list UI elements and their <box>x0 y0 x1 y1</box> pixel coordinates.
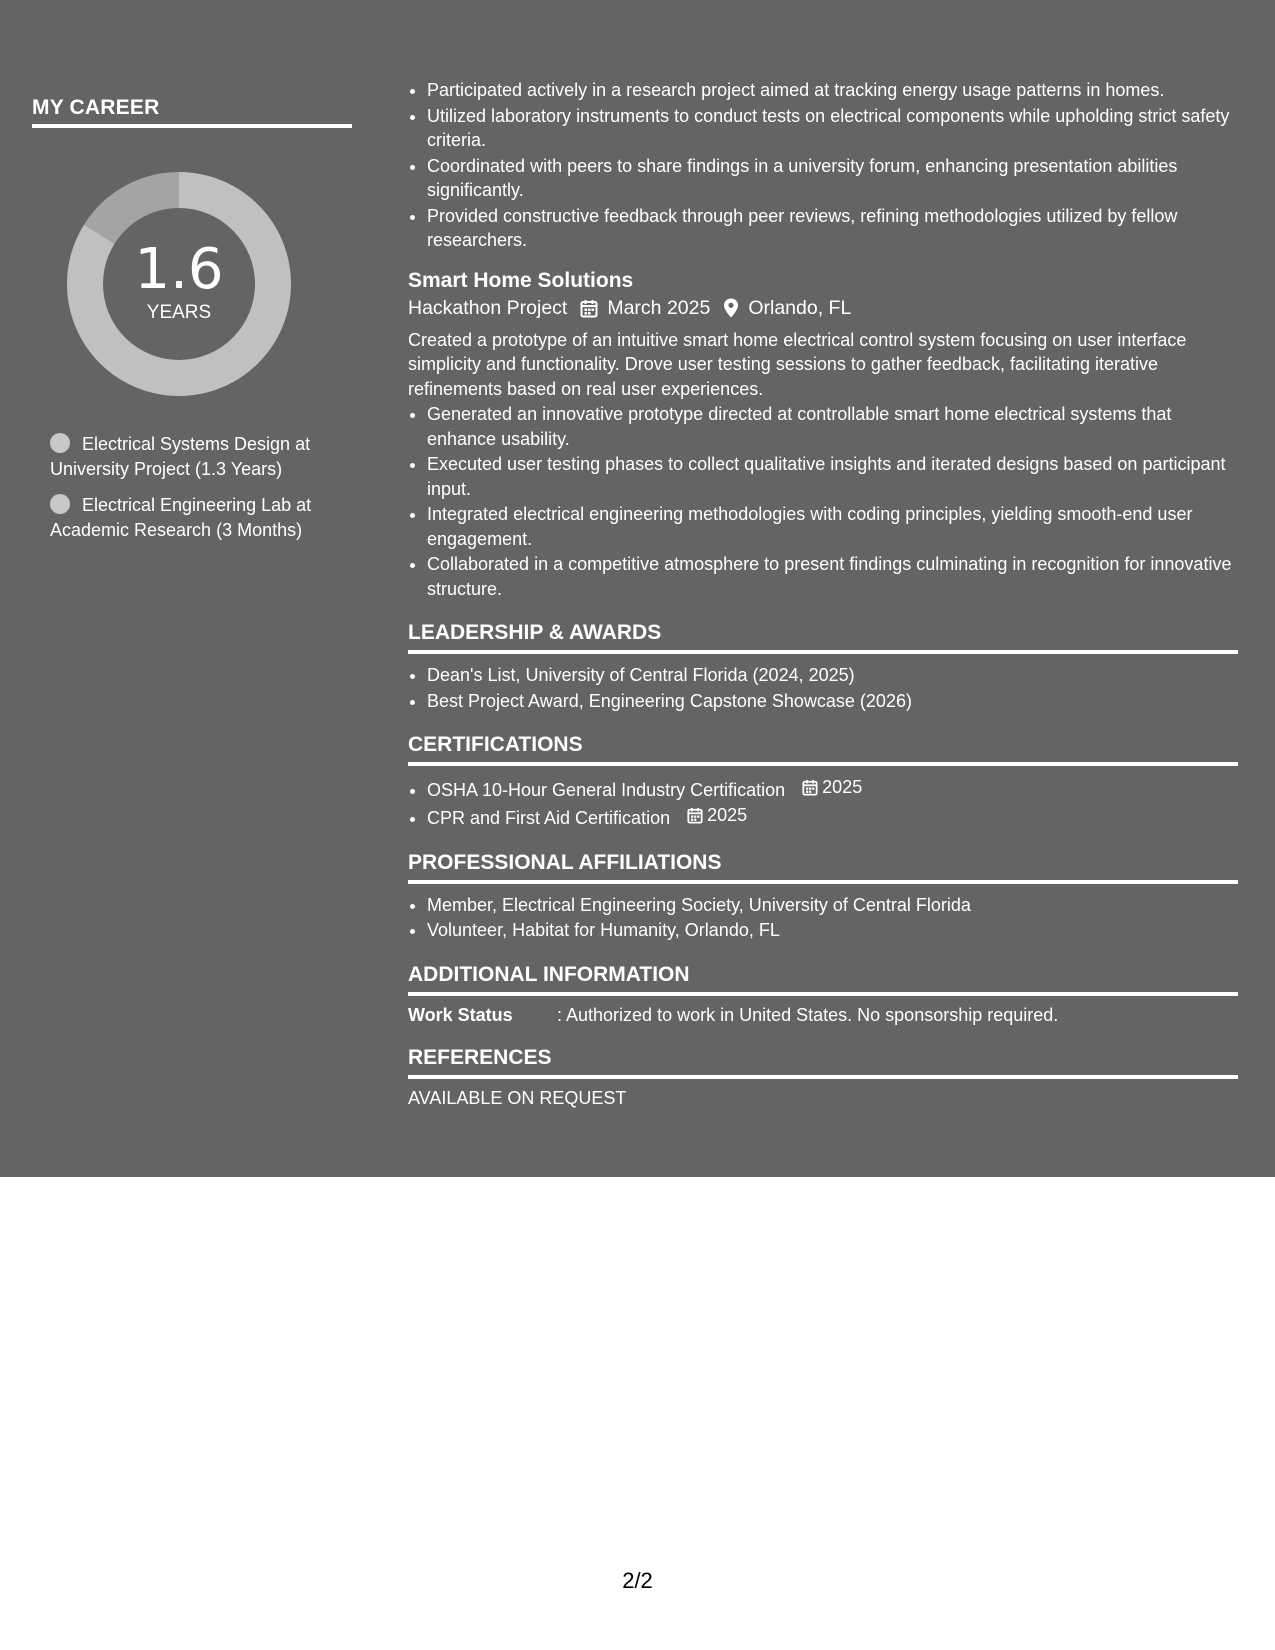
project-title: Smart Home Solutions <box>408 268 634 292</box>
leadership-list <box>408 663 1238 713</box>
legend-label: Electrical Engineering Lab at Academic Research (3 Months) <box>50 495 312 540</box>
list-item: • Coordinated with peers to share findings in a university forum, enhancing presentation abilities significantly. <box>427 154 1238 203</box>
project-bullets <box>408 402 1238 601</box>
certification-name: CPR and First Aid Certification <box>427 808 671 828</box>
certification-name: OSHA 10-Hour General Industry Certification <box>427 779 786 800</box>
career-donut <box>67 172 291 396</box>
list-item <box>427 803 1238 830</box>
page-number: 2/2 <box>622 1568 653 1593</box>
affiliations-list <box>408 893 1238 943</box>
work-status-row <box>408 1005 1238 1026</box>
leadership-title: LEADERSHIP & AWARDS <box>408 621 1238 654</box>
certifications-list <box>408 775 1238 831</box>
legend-label: Electrical Systems Design at University Project (1.3 Years) <box>50 434 311 479</box>
list-item: • Provided constructive feedback through peer reviews, refining methodologies utilized by fellow researchers. <box>427 204 1238 253</box>
legend-item <box>50 432 352 482</box>
research-bullets <box>408 78 1238 253</box>
certification-year: 2025 <box>707 805 748 826</box>
calendar-icon <box>687 807 703 824</box>
project-meta <box>408 297 1238 320</box>
work-status-label: Work Status <box>408 1004 513 1025</box>
main-content <box>408 78 1238 1109</box>
legend-dot <box>50 433 70 453</box>
list-item <box>427 775 1238 802</box>
project-type: Hackathon Project <box>408 296 568 319</box>
list-item: • Best Project Award, Engineering Capstone Showcase (2026) <box>427 689 1238 714</box>
list-item: • Dean's List, University of Central Florida (2024, 2025) <box>427 663 1238 688</box>
career-legend <box>50 432 352 543</box>
project-description: Created a prototype of an intuitive smart home electrical control system focusing on user interface simplicity and functionality. Drove user testing sessions to gather feedback, facilitating iterative refinements based on real user experiences. <box>408 329 1187 399</box>
certification-year: 2025 <box>822 777 863 797</box>
additional-info-title: ADDITIONAL INFORMATION <box>408 963 1238 996</box>
map-pin-icon <box>723 298 739 318</box>
affiliations-title: PROFESSIONAL AFFILIATIONS <box>408 851 1238 884</box>
donut-value: 1.6 <box>134 237 224 302</box>
list-item: • Collaborated in a competitive atmosphere to present findings culminating in recognition for innovative structure. <box>427 552 1238 601</box>
list-item: • Integrated electrical engineering methodologies with coding principles, yielding smooth-end user engagement. <box>427 502 1238 551</box>
list-item: • Generated an innovative prototype directed at controllable smart home electrical systems that enhance usability. <box>427 402 1238 451</box>
career-title: MY CAREER <box>32 96 352 128</box>
list-item: • Volunteer, Habitat for Humanity, Orlando, FL <box>427 918 1238 943</box>
legend-dot <box>50 494 70 514</box>
project-location: Orlando, FL <box>748 296 852 319</box>
list-item: • Executed user testing phases to collect qualitative insights and iterated designs based on participant input. <box>427 452 1238 501</box>
career-sidebar <box>32 96 352 554</box>
work-status-value: : Authorized to work in United States. No sponsorship required. <box>557 1004 1059 1025</box>
legend-item <box>50 493 352 543</box>
list-item: • Member, Electrical Engineering Society, University of Central Florida <box>427 893 1238 918</box>
project-date: March 2025 <box>607 296 711 319</box>
calendar-icon <box>802 779 818 796</box>
donut-unit: YEARS <box>146 302 212 323</box>
references-title: REFERENCES <box>408 1046 1238 1079</box>
certifications-title: CERTIFICATIONS <box>408 733 1238 766</box>
references-text: AVAILABLE ON REQUEST <box>408 1087 627 1108</box>
list-item: • Utilized laboratory instruments to conduct tests on electrical components while upholding strict safety criteria. <box>427 104 1238 153</box>
list-item: • Participated actively in a research project aimed at tracking energy usage patterns in homes. <box>427 78 1238 103</box>
calendar-icon <box>580 299 598 318</box>
